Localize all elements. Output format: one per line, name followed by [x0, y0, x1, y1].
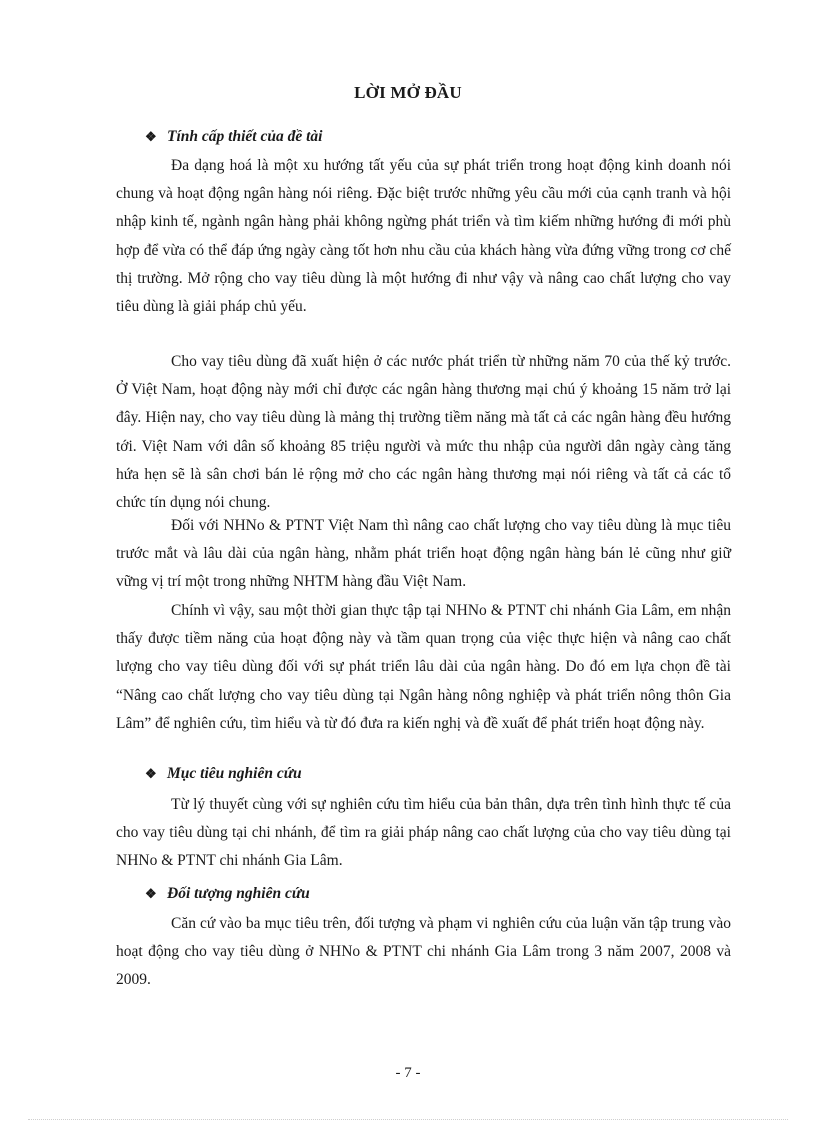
page-number: - 7 - — [395, 1065, 421, 1081]
paragraph: Đa dạng hoá là một xu hướng tất yếu của sự phát triển trong hoạt động kinh doanh nói chung và hoạt động ngân hàng nói riêng. Đặc biệt trước những yêu cầu mới của cạnh tranh và hội nhập kinh tế, ngành ngân hàng phải không ngừng phát triển và tìm kiếm những hướng đi mới phù hợp để vừa có thể đáp ứng ngày càng tốt hơn nhu cầu của khách hàng vừa đứng vững trong cơ chế thị trường. Mở rộng cho vay tiêu dùng là một hướng đi như vậy và nâng cao chất lượng cho vay tiêu dùng là giải pháp chủ yếu. — [116, 157, 731, 316]
paragraph: Cho vay tiêu dùng đã xuất hiện ở các nước phát triển từ những năm 70 của thế kỷ trước. Ở Việt Nam, hoạt động này mới chỉ được các ngân hàng thương mại chú ý khoảng 15 năm trở lại đây. Hiện nay, cho vay tiêu dùng là mảng thị trường tiềm năng mà tất cả các ngân hàng đều hướng tới. Việt Nam với dân số khoảng 85 triệu người và mức thu nhập của người dân ngày càng tăng hứa hẹn sẽ là sân chơi bán lẻ rộng mở cho các ngân hàng thương mại nói riêng và tất cả các tổ chức tín dụng nói chung. — [116, 353, 731, 512]
section-heading-subjects — [145, 885, 310, 903]
section-heading-urgency — [145, 128, 322, 146]
diamond-bullet-icon: ❖ — [145, 766, 157, 781]
section-heading-objectives — [145, 765, 302, 783]
diamond-bullet-icon: ❖ — [145, 129, 157, 144]
section-heading-text: Đối tượng nghiên cứu — [167, 885, 310, 902]
page-bottom-divider — [28, 1119, 788, 1120]
diamond-bullet-icon: ❖ — [145, 886, 157, 901]
document-title: LỜI MỞ ĐẦU — [354, 83, 462, 102]
section-heading-text: Mục tiêu nghiên cứu — [167, 765, 302, 782]
section-heading-text: Tính cấp thiết của đề tài — [167, 128, 323, 145]
paragraph: Căn cứ vào ba mục tiêu trên, đối tượng và phạm vi nghiên cứu của luận văn tập trung vào hoạt động cho vay tiêu dùng ở NHNo & PTNT chi nhánh Gia Lâm trong 3 năm 2007, 2008 và 2009. — [116, 915, 731, 989]
paragraph: Đối với NHNo & PTNT Việt Nam thì nâng cao chất lượng cho vay tiêu dùng là mục tiêu trước mắt và lâu dài của ngân hàng, nhằm phát triển hoạt động ngân hàng bán lẻ cũng như giữ vững vị trí một trong những NHTM hàng đầu Việt Nam. — [116, 517, 731, 591]
paragraph: Từ lý thuyết cùng với sự nghiên cứu tìm hiểu của bản thân, dựa trên tình hình thực tế của cho vay tiêu dùng tại chi nhánh, để tìm ra giải pháp nâng cao chất lượng của cho vay tiêu dùng tại NHNo & PTNT chi nhánh Gia Lâm. — [116, 796, 731, 870]
paragraph: Chính vì vậy, sau một thời gian thực tập tại NHNo & PTNT chi nhánh Gia Lâm, em nhận thấy được tiềm năng của hoạt động này và tầm quan trọng của việc thực hiện và nâng cao chất lượng cho vay tiêu dùng đối với sự phát triển lâu dài của ngân hàng. Do đó em lựa chọn đề tài “Nâng cao chất lượng cho vay tiêu dùng tại Ngân hàng nông nghiệp và phát triển nông thôn Gia Lâm” để nghiên cứu, tìm hiểu và từ đó đưa ra kiến nghị và đề xuất để phát triển hoạt động này. — [116, 602, 731, 732]
